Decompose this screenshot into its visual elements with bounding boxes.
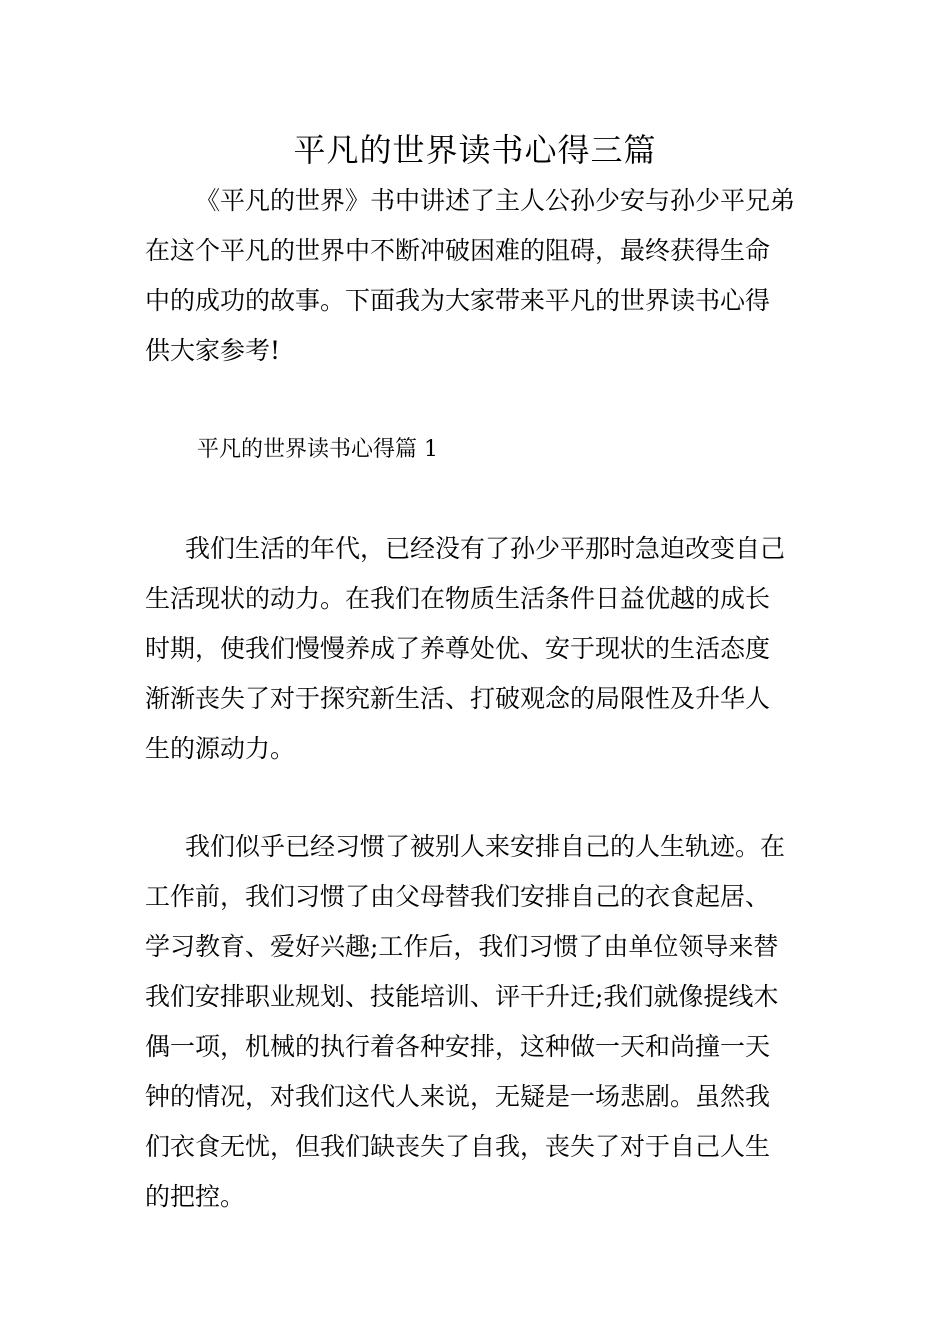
paragraph-2-line-4: 我们安排职业规划、技能培训、评干升迁;我们就像提线木 [145, 982, 779, 1011]
paragraph-2-line-7: 们衣食无忧，但我们缺丧失了自我，丧失了对于自己人生 [145, 1132, 771, 1161]
intro-line-2: 在这个平凡的世界中不断冲破困难的阻碍，最终获得生命 [145, 236, 771, 265]
intro-line-3: 中的成功的故事。下面我为大家带来平凡的世界读书心得 [145, 286, 771, 315]
intro-line-1: 《平凡的世界》书中讲述了主人公孙少安与孙少平兄弟 [195, 186, 796, 215]
paragraph-1-line-5: 生的源动力。 [145, 734, 296, 763]
paragraph-2-line-8: 的把控。 [145, 1182, 246, 1211]
paragraph-1-line-1: 我们生活的年代，已经没有了孙少平那时急迫改变自己 [185, 534, 786, 563]
paragraph-2-line-6: 钟的情况，对我们这代人来说，无疑是一场悲剧。虽然我 [145, 1082, 771, 1111]
section-heading: 平凡的世界读书心得篇 1 [197, 437, 438, 462]
intro-paragraph [145, 176, 810, 376]
paragraph-2-line-5: 偶一项，机械的执行着各种安排，这种做一天和尚撞一天 [145, 1032, 771, 1061]
paragraph-1-line-4: 渐渐丧失了对于探究新生活、打破观念的局限性及升华人 [145, 684, 771, 713]
document-title: 平凡的世界读书心得三篇 [293, 131, 657, 169]
paragraph-2-line-2: 工作前，我们习惯了由父母替我们安排自己的衣食起居、 [145, 882, 771, 911]
paragraph-1 [145, 524, 810, 774]
paragraph-2-line-1: 我们似乎已经习惯了被别人来安排自己的人生轨迹。在 [185, 832, 786, 861]
paragraph-2 [145, 822, 810, 1222]
paragraph-1-line-3: 时期，使我们慢慢养成了养尊处优、安于现状的生活态度 [145, 634, 771, 663]
paragraph-2-line-3: 学习教育、爱好兴趣;工作后，我们习惯了由单位领导来替 [145, 932, 779, 961]
intro-line-4: 供大家参考! [145, 336, 281, 365]
paragraph-1-line-2: 生活现状的动力。在我们在物质生活条件日益优越的成长 [145, 584, 771, 613]
